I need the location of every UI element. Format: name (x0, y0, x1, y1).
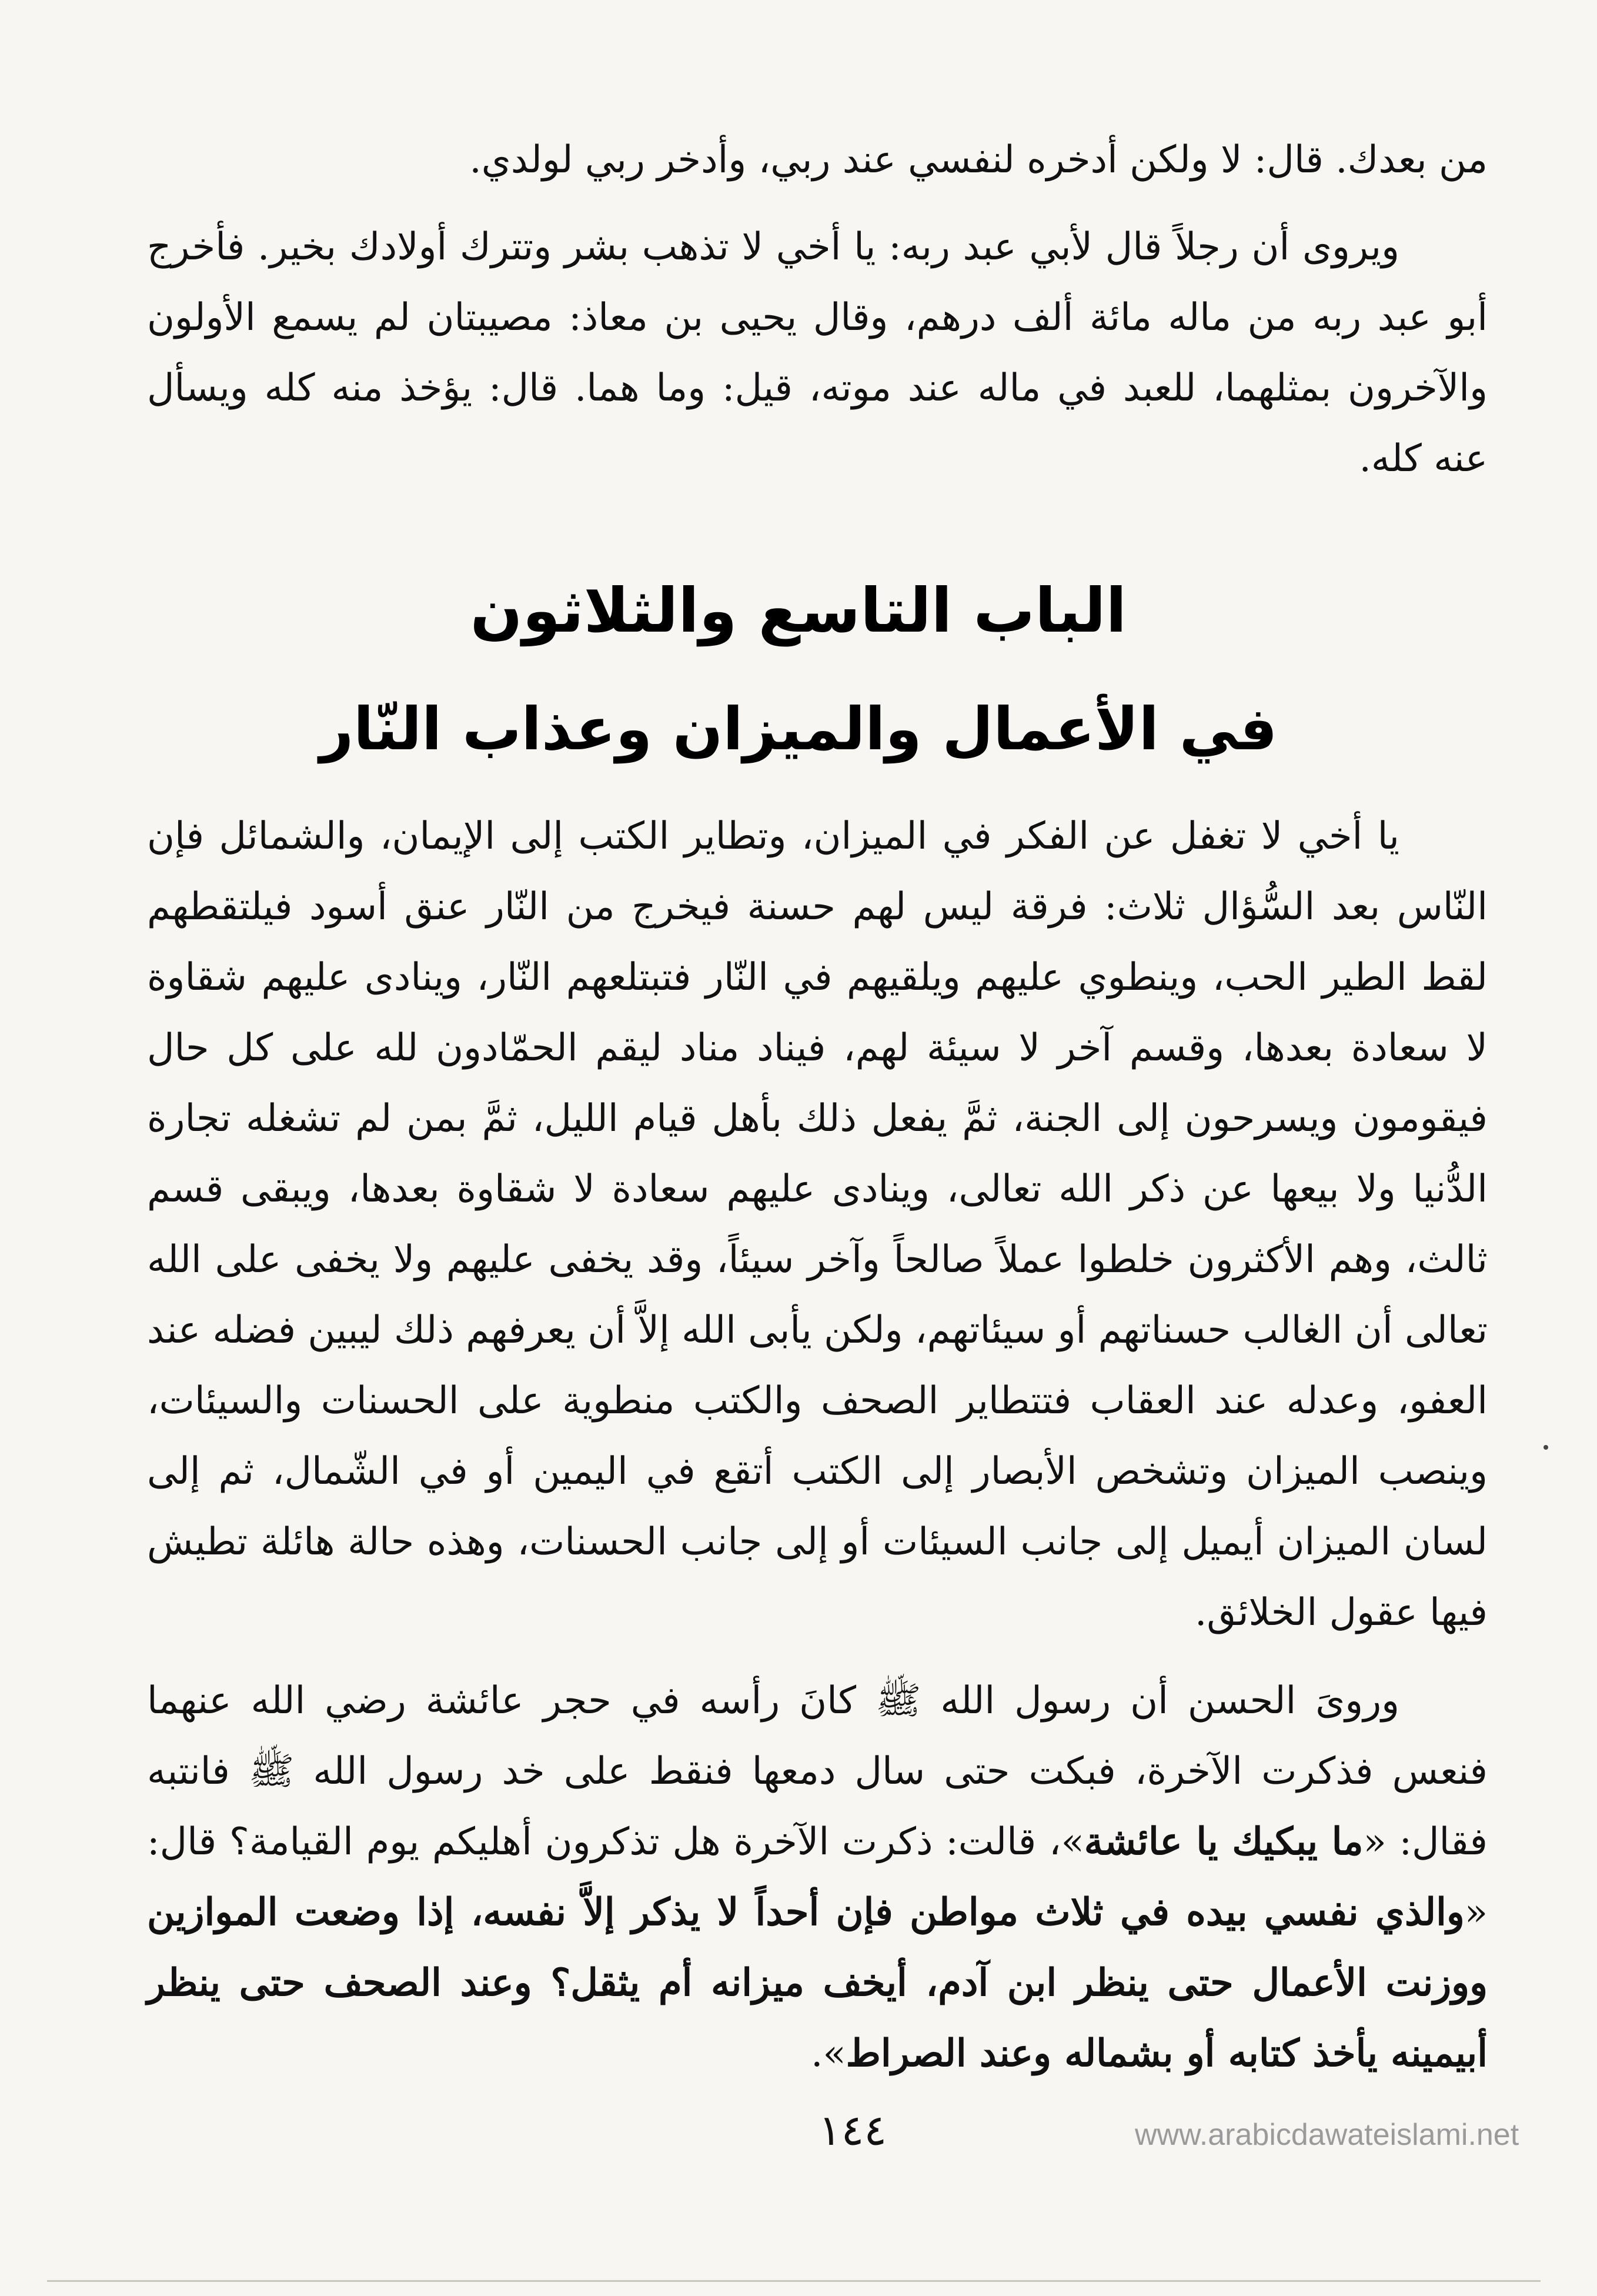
top-section (147, 125, 1488, 494)
hadith-quote-1: ما يبكيك يا عائشة (1084, 1820, 1364, 1864)
chapter-subject-heading: في الأعمال والميزان وعذاب النّار (319, 695, 1278, 763)
top-paragraph-1: من بعدك. قال: لا ولكن أدخره لنفسي عند ربي، وأدخر ربي لولدي. (469, 138, 1488, 182)
paragraph-2-end: ». (811, 2032, 846, 2075)
paragraph-2-intro: وروىَ الحسن أن رسول الله ﷺ كانَ رأسه في حجر عائشة رضي الله عنهما فنعس فذكرت الآخرة، فبكت حتى سال دمعها فنقط على خد رسول الله ﷺ فانتبه فقال: « (147, 1679, 1488, 1864)
page-number: ١٤٤ (818, 2105, 887, 2155)
chapter-number-heading: الباب التاسع والثلاثون (470, 575, 1127, 646)
top-paragraph-2: ويروى أن رجلاً قال لأبي عبد ربه: يا أخي لا تذهب بشر وتترك أولادك بخير. فأخرج أبو عبد ربه من ماله مائة ألف درهم، وقال يحيى بن معاذ: مصيبتان لم يسمع الأولون والآخرون بمثلهما، للعبد في ماله عند موته، قيل: وما هما. قال: يؤخذ منه كله ويسأل عنه كله. (147, 225, 1488, 480)
paragraph-2-middle: »، قالت: ذكرت الآخرة هل تذكرون أهليكم يوم القيامة؟ قال: « (147, 1820, 1488, 1934)
bottom-edge-line (47, 2280, 1541, 2282)
body-paragraph-1: يا أخي لا تغفل عن الفكر في الميزان، وتطاير الكتب إلى الإيمان، والشمائل فإن النّاس بعد السُّؤال ثلاث: فرقة ليس لهم حسنة فيخرج من النّار عنق أسود فيلتقطهم لقط الطير الحب، وينطوي عليهم ويلقيهم في النّار فتبتلعهم النّار، وينادى عليهم شقاوة لا سعادة بعدها، وقسم آخر لا سيئة لهم، فيناد مناد ليقم الحمّادون لله على كل حال فيقومون ويسرحون إلى الجنة، ثمَّ يفعل ذلك بأهل قيام الليل، ثمَّ بمن لم تشغله تجارة الدُّنيا ولا بيعها عن ذكر الله تعالى، وينادى عليهم سعادة لا شقاوة بعدها، ويبقى قسم ثالث، وهم الأكثرون خلطوا عملاً صالحاً وآخر سيئاً، وقد يخفى عليهم ولا يخفى على الله تعالى أن الغالب حسناتهم أو سيئاتهم، ولكن يأبى الله إلاَّ أن يعرفهم ذلك ليبين فضله عند العفو، وعدله عند العقاب فتتطاير الصحف والكتب منطوية على الحسنات والسيئات، وينصب الميزان وتشخص الأبصار إلى الكتب أتقع في اليمين أو في الشّمال، ثم إلى لسان الميزان أيميل إلى جانب السيئات أو إلى جانب الحسنات، وهذه حالة هائلة تطيش فيها عقول الخلائق. (147, 815, 1488, 1634)
body-section (147, 801, 1488, 2089)
margin-mark (1543, 1445, 1548, 1450)
hadith-quote-2: والذي نفسي بيده في ثلاث مواطن فإن أحداً لا يذكر إلاَّ نفسه، إذا وضعت الموازين ووزنت الأعمال حتى ينظر ابن آدم، أيخف ميزانه أم يثقل؟ وعند الصحف حتى ينظر أبيمينه يأخذ كتابه أو بشماله وعند الصراط (147, 1890, 1488, 2075)
watermark-url: www.arabicdawateislami.net (1135, 2118, 1519, 2152)
body-paragraph-2 (147, 1666, 1488, 2089)
